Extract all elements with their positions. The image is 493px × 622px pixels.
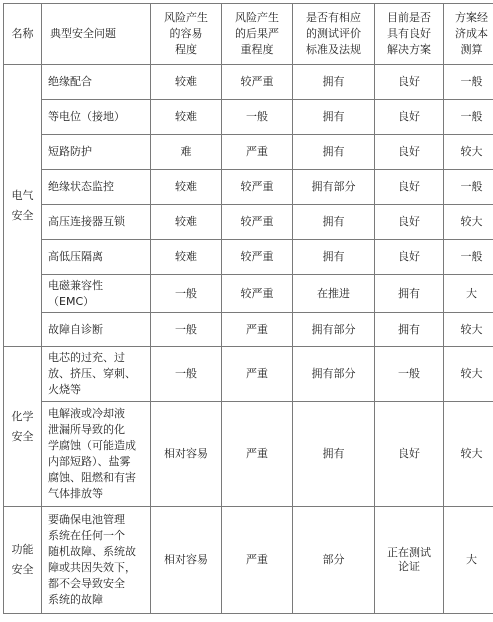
issue-cell: 故障自诊断 <box>42 313 151 347</box>
solution-cell: 良好 <box>375 205 444 240</box>
issue-cell: 电芯的过充、过 放、挤压、穿刺、 火烧等 <box>42 347 151 402</box>
standards-cell: 在推进 <box>293 275 375 313</box>
header-issue: 典型安全问题 <box>42 4 151 65</box>
cost-cell: 较大 <box>444 347 493 402</box>
table-header-row <box>4 4 493 65</box>
solution-cell: 良好 <box>375 170 444 205</box>
table-row <box>4 205 493 240</box>
cost-cell: 较大 <box>444 313 493 347</box>
difficulty-cell: 难 <box>151 135 222 170</box>
cost-cell: 一般 <box>444 240 493 275</box>
standards-cell: 拥有 <box>293 240 375 275</box>
difficulty-cell: 一般 <box>151 347 222 402</box>
standards-cell: 拥有部分 <box>293 313 375 347</box>
severity-cell: 较严重 <box>222 170 293 205</box>
issue-cell: 电磁兼容性 （EMC） <box>42 275 151 313</box>
difficulty-cell: 相对容易 <box>151 402 222 507</box>
category-electrical: 电气 安全 <box>4 65 42 347</box>
cost-cell: 大 <box>444 275 493 313</box>
safety-issues-table <box>3 3 493 614</box>
cost-cell: 大 <box>444 507 493 614</box>
table-row <box>4 313 493 347</box>
cost-cell: 较大 <box>444 205 493 240</box>
severity-cell: 严重 <box>222 313 293 347</box>
issue-cell: 绝缘配合 <box>42 65 151 100</box>
issue-cell: 要确保电池管理 系统在任何一个 随机故障、系统故 障或共因失效下， 都不会导致安全 系统的故障 <box>42 507 151 614</box>
standards-cell: 拥有 <box>293 402 375 507</box>
header-solution: 目前是否 具有良好 解决方案 <box>375 4 444 65</box>
header-standards: 是否有相应 的测试评价 标准及法规 <box>293 4 375 65</box>
issue-cell: 高低压隔离 <box>42 240 151 275</box>
solution-cell: 良好 <box>375 402 444 507</box>
table-row <box>4 275 493 313</box>
difficulty-cell: 一般 <box>151 313 222 347</box>
category-chemical: 化学 安全 <box>4 347 42 507</box>
table-row <box>4 65 493 100</box>
header-category: 名称 <box>4 4 42 65</box>
table-row <box>4 240 493 275</box>
solution-cell: 拥有 <box>375 313 444 347</box>
standards-cell: 拥有 <box>293 65 375 100</box>
severity-cell: 较严重 <box>222 65 293 100</box>
solution-cell: 一般 <box>375 347 444 402</box>
difficulty-cell: 较难 <box>151 170 222 205</box>
issue-cell: 绝缘状态监控 <box>42 170 151 205</box>
difficulty-cell: 一般 <box>151 275 222 313</box>
table-row <box>4 100 493 135</box>
difficulty-cell: 相对容易 <box>151 507 222 614</box>
solution-cell: 良好 <box>375 135 444 170</box>
table-row <box>4 135 493 170</box>
solution-cell: 拥有 <box>375 275 444 313</box>
cost-cell: 一般 <box>444 65 493 100</box>
solution-cell: 良好 <box>375 100 444 135</box>
standards-cell: 部分 <box>293 507 375 614</box>
cost-cell: 较大 <box>444 135 493 170</box>
severity-cell: 一般 <box>222 100 293 135</box>
table-row <box>4 347 493 402</box>
issue-cell: 高压连接器互锁 <box>42 205 151 240</box>
issue-cell: 等电位（接地） <box>42 100 151 135</box>
standards-cell: 拥有部分 <box>293 170 375 205</box>
difficulty-cell: 较难 <box>151 205 222 240</box>
cost-cell: 一般 <box>444 100 493 135</box>
severity-cell: 严重 <box>222 402 293 507</box>
standards-cell: 拥有 <box>293 135 375 170</box>
severity-cell: 较严重 <box>222 275 293 313</box>
severity-cell: 较严重 <box>222 240 293 275</box>
table-row <box>4 170 493 205</box>
cost-cell: 较大 <box>444 402 493 507</box>
standards-cell: 拥有 <box>293 205 375 240</box>
severity-cell: 较严重 <box>222 205 293 240</box>
difficulty-cell: 较难 <box>151 100 222 135</box>
cost-cell: 一般 <box>444 170 493 205</box>
header-cost: 方案经 济成本 测算 <box>444 4 493 65</box>
issue-cell: 短路防护 <box>42 135 151 170</box>
solution-cell: 良好 <box>375 240 444 275</box>
category-functional: 功能 安全 <box>4 507 42 614</box>
table-row <box>4 402 493 507</box>
header-severity: 风险产生 的后果严 重程度 <box>222 4 293 65</box>
issue-cell: 电解液或冷却液 泄漏所导致的化 学腐蚀（可能造成 内部短路）、盐雾 腐蚀、阻燃和有害 气体排放等 <box>42 402 151 507</box>
difficulty-cell: 较难 <box>151 65 222 100</box>
difficulty-cell: 较难 <box>151 240 222 275</box>
standards-cell: 拥有 <box>293 100 375 135</box>
severity-cell: 严重 <box>222 135 293 170</box>
solution-cell: 正在测试 论证 <box>375 507 444 614</box>
solution-cell: 良好 <box>375 65 444 100</box>
standards-cell: 拥有部分 <box>293 347 375 402</box>
severity-cell: 严重 <box>222 507 293 614</box>
table-row <box>4 507 493 614</box>
severity-cell: 严重 <box>222 347 293 402</box>
header-difficulty: 风险产生 的容易 程度 <box>151 4 222 65</box>
